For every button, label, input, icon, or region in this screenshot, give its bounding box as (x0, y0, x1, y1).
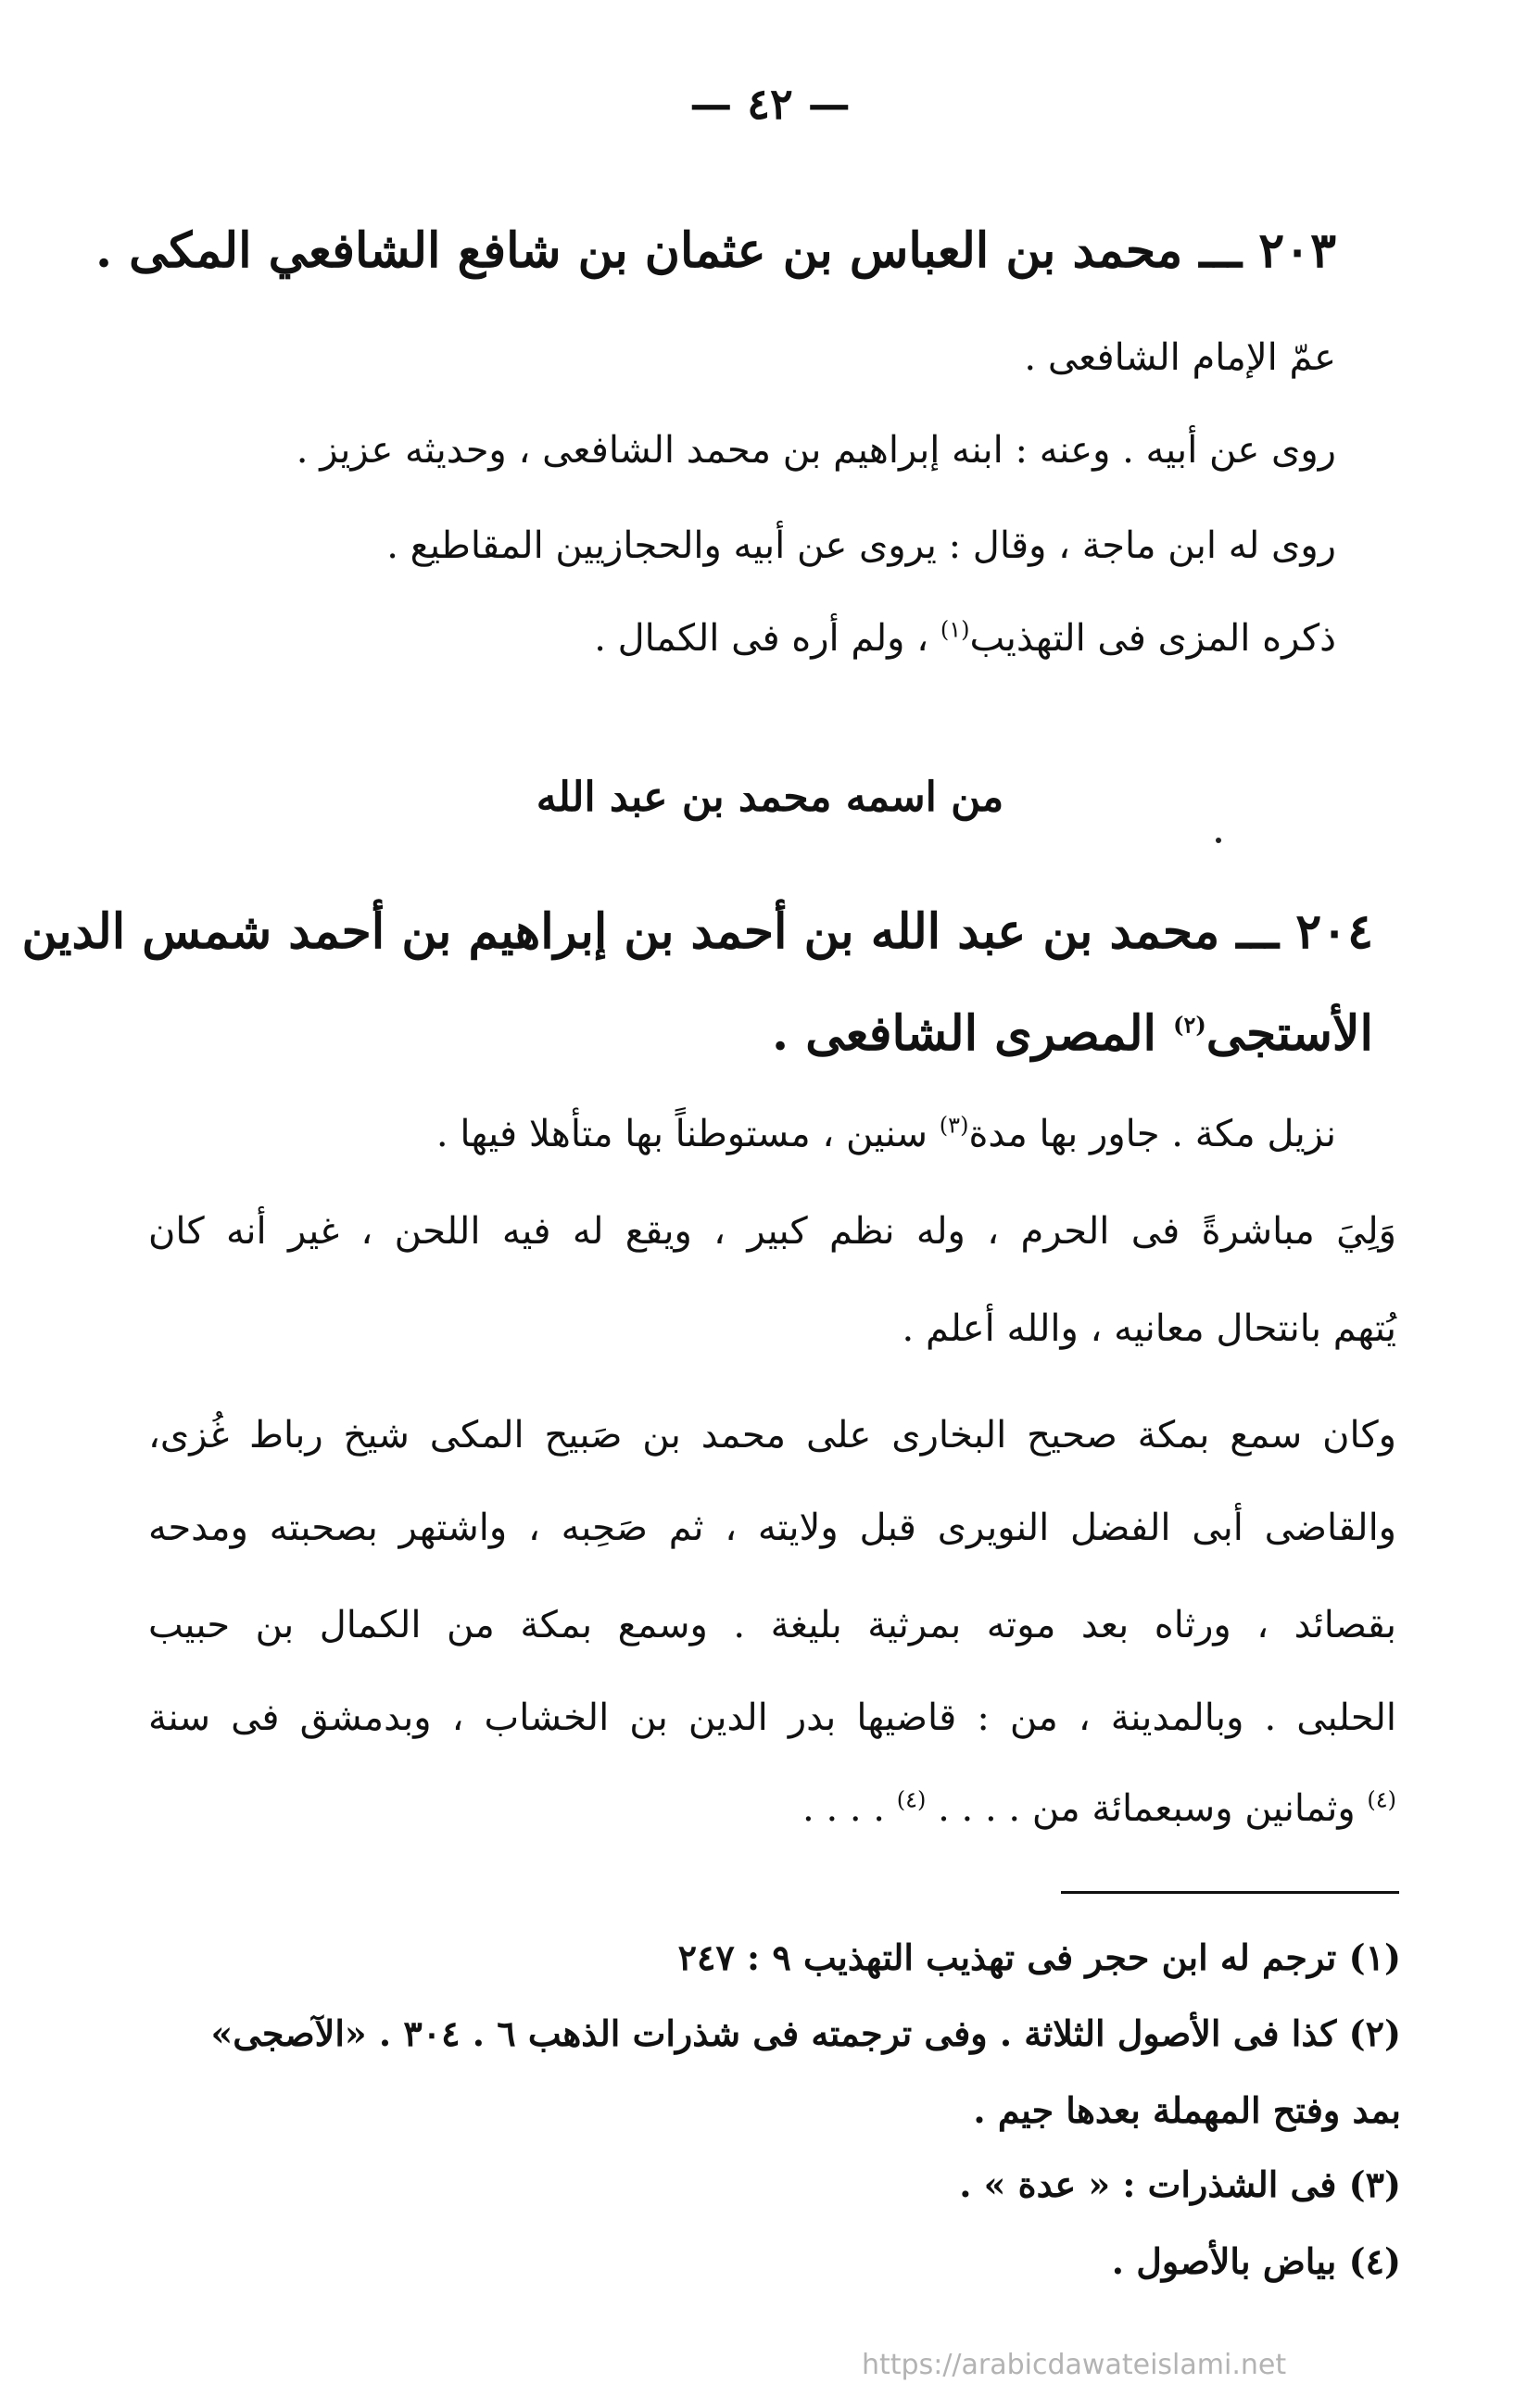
entry-203-line-4-tail: ، ولم أره فى الكمال . (594, 617, 929, 660)
footnote-3: (٣) فى الشذرات : « عدة » . (959, 2163, 1401, 2205)
entry-204-line-6: بقصائد ، ورثاه بعد موته بمرثية بليغة . وسمع بمكة من الكمال بن حبيب (148, 1604, 1396, 1646)
footnote-2: (٢) كذا فى الأصول الثلاثة . وفى ترجمته فى شذرات الذهب ٦ . ٣٠٤ . «الآصجى» (210, 2012, 1401, 2054)
watermark-url: https://arabicdawateislami.net (862, 2349, 1287, 2381)
footnote-ref-4b: (٤) (896, 1786, 927, 1813)
entry-203-line-2: روى عن أبيه . وعنه : ابنه إبراهيم بن محمد الشافعى ، وحديثه عزيز . (296, 429, 1336, 472)
entry-204-heading-line-1: ٢٠٤ ـــ محمد بن عبد الله بن أحمد بن إبراهيم بن أحمد شمس الدين (21, 903, 1373, 960)
footnote-4: (٤) بياض بالأصول . (1111, 2240, 1401, 2282)
page-number: — ٤٢ — (689, 79, 851, 129)
section-title: من اسمه محمد بن عبد الله (536, 774, 1004, 821)
footnote-ref-4a: (٤) (1367, 1786, 1396, 1813)
ink-dot (1216, 838, 1221, 843)
footnote-ref-1: (١) (940, 616, 970, 643)
footnote-ref-2: (٢) (1173, 1011, 1206, 1039)
entry-203-line-3: روى له ابن ماجة ، وقال : يروى عن أبيه والحجازيين المقاطيع . (386, 524, 1336, 567)
footnote-2-continued: بمد وفتح المهملة بعدها جيم . (973, 2089, 1401, 2131)
footnote-separator (1061, 1891, 1399, 1894)
entry-204-line-8b: . . . . (802, 1787, 886, 1830)
entry-204-line-8a: وثمانين وسبعمائة من . . . . (938, 1787, 1356, 1830)
entry-204-line-8 (148, 1786, 1396, 1831)
entry-203-heading: ٢٠٣ ـــ محمد بن العباس بن عثمان بن شافع الشافعي المكى . (95, 222, 1336, 279)
entry-203-line-1: عمّ الإمام الشافعى . (1024, 336, 1336, 379)
entry-204-line-4: وكان سمع بمكة صحيح البخارى على محمد بن صَبيح المكى شيخ رباط غُزى، (148, 1414, 1396, 1457)
entry-204-line-2: وَلِيَ مباشرةً فى الحرم ، وله نظم كبير ، ويقع له فيه اللحن ، غير أنه كان (148, 1210, 1396, 1253)
entry-204-line-7: الحلبى . وبالمدينة ، من : قاضيها بدر الدين بن الخشاب ، وبدمشق فى سنة (148, 1696, 1396, 1739)
entry-204-line-1 (158, 1112, 1336, 1156)
entry-204-heading-tail: المصرى الشافعى . (772, 1005, 1156, 1062)
entry-204-line-5: والقاضى أبى الفضل النويرى قبل ولايته ، ثم صَحِبه ، واشتهر بصحبته ومدحه (148, 1507, 1396, 1549)
entry-204-line-1a: نزيل مكة . جاور بها مدة (968, 1113, 1336, 1155)
footnote-1: (١) ترجم له ابن حجر فى تهذيب التهذيب ٩ : ٢٤٧ (677, 1936, 1401, 1978)
entry-204-line-1b: سنين ، مستوطناً بها متأهلا فيها . (435, 1113, 928, 1155)
entry-204-heading-line-2 (176, 1005, 1373, 1063)
footnote-ref-3: (٣) (939, 1112, 969, 1139)
entry-204-line-3: يُتهم بانتحال معانيه ، والله أعلم . (902, 1307, 1396, 1350)
entry-203-line-4 (158, 616, 1336, 661)
entry-203-line-4-text: ذكره المزى فى التهذيب (969, 617, 1336, 660)
entry-204-nisba: الأستجى (1205, 1005, 1373, 1062)
